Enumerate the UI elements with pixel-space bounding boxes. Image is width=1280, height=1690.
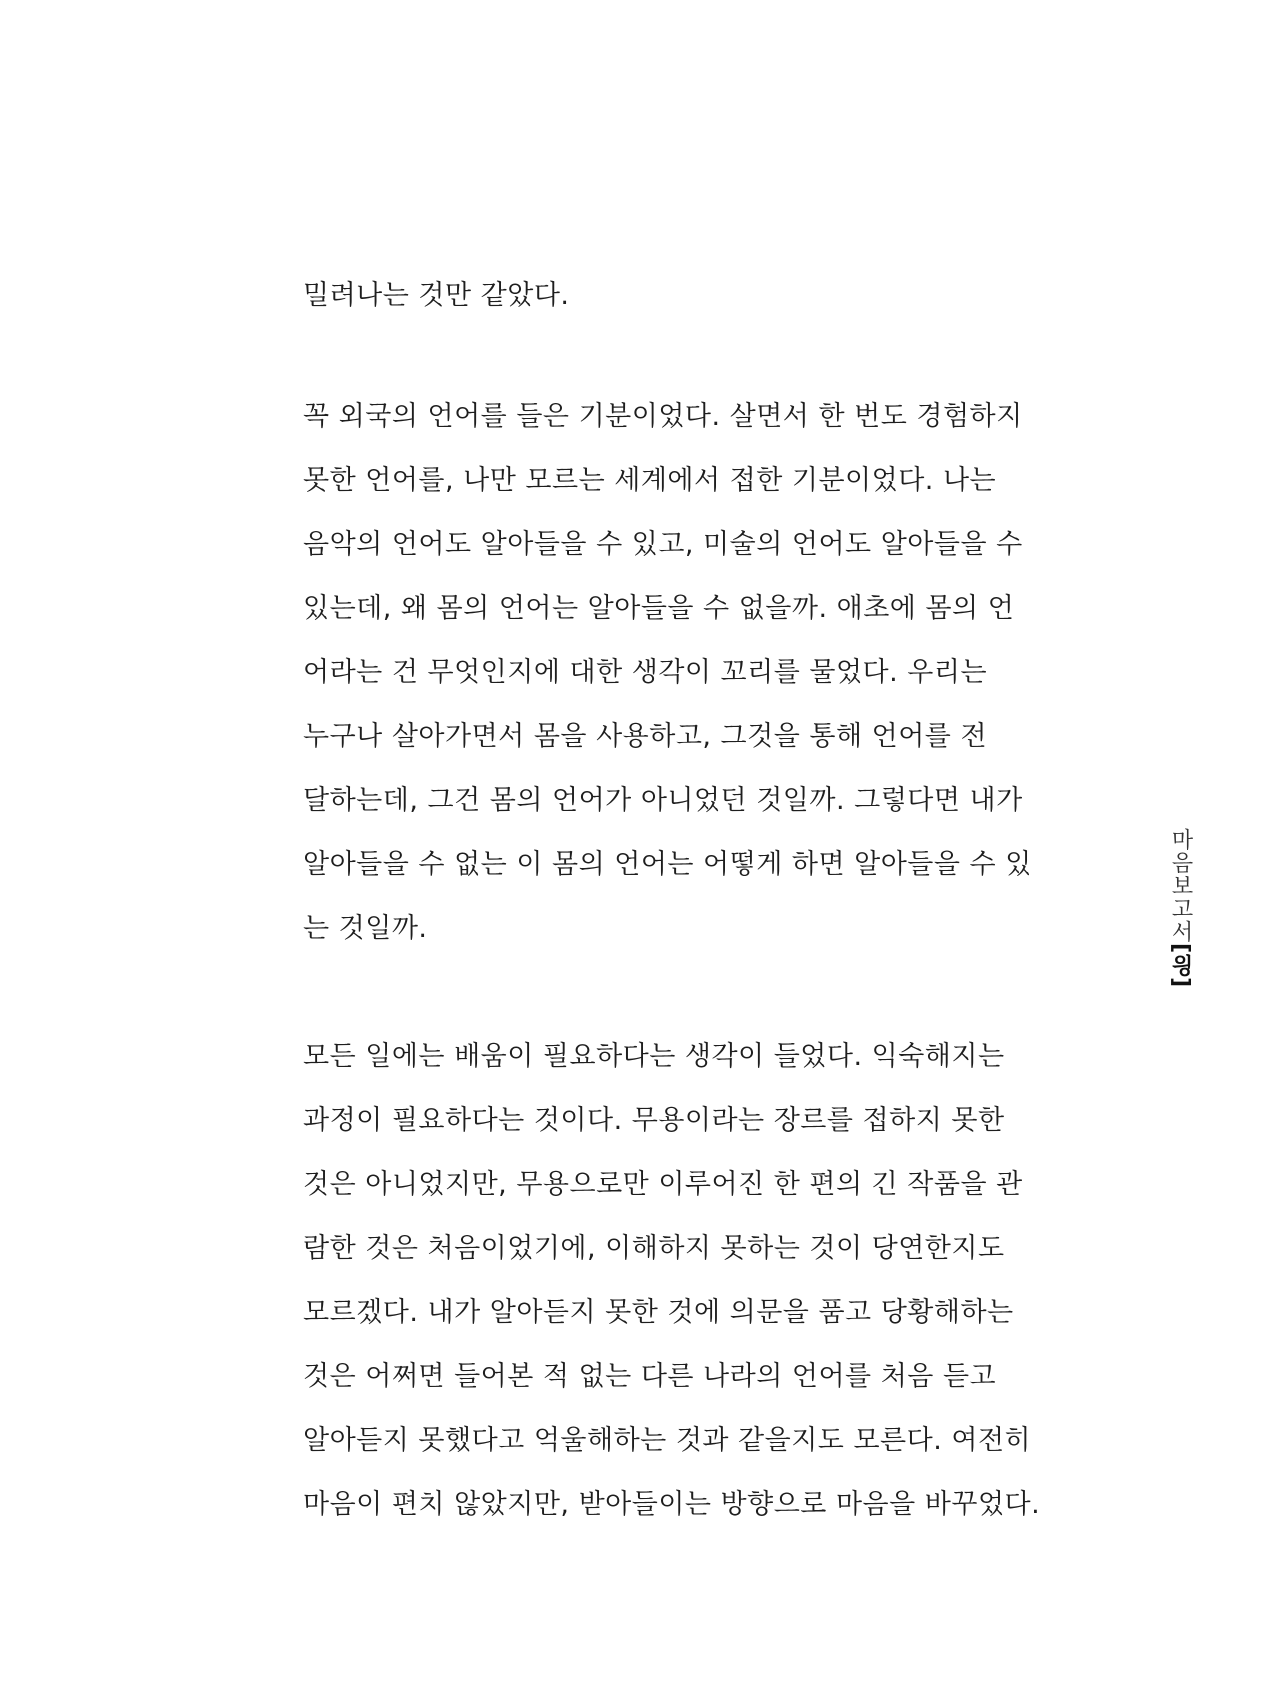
text-line: 마음이 편치 않았지만, 받아들이는 방향으로 마음을 바꾸었다. [303,1489,1041,1520]
text-line: 누구나 살아가면서 몸을 사용하고, 그것을 통해 언어를 전 [303,721,988,752]
side-tab-mark: 읭 [1168,954,1193,978]
text-line: 꼭 외국의 언어를 들은 기분이었다. 살면서 한 번도 경험하지 [303,401,1023,432]
side-tab-bracket-open: [ [1168,943,1193,955]
text-line: 달하는데, 그건 몸의 언어가 아니었던 것일까. 그렇다면 내가 [303,785,1023,816]
text-line: 못한 언어를, 나만 모르는 세계에서 접한 기분이었다. 나는 [303,465,997,496]
text-line: 람한 것은 처음이었기에, 이해하지 못하는 것이 당연한지도 [303,1233,1005,1264]
text-line: 것은 아니었지만, 무용으로만 이루어진 한 편의 긴 작품을 관 [303,1169,1023,1200]
text-line: 어라는 건 무엇인지에 대한 생각이 꼬리를 물었다. 우리는 [303,657,988,688]
text-line: 는 것일까. [303,913,428,944]
text-line: 것은 어쩌면 들어본 적 없는 다른 나라의 언어를 처음 듣고 [303,1361,997,1392]
text-line: 알아듣지 못했다고 억울해하는 것과 같을지도 모른다. 여전히 [303,1425,1032,1456]
paragraph-3 [303,1025,1041,1537]
paragraph-1 [303,264,973,328]
text-line: 밀려나는 것만 같았다. [303,280,570,311]
side-tab-bracket-close: ] [1168,977,1193,989]
text-line: 과정이 필요하다는 것이다. 무용이라는 장르를 접하지 못한 [303,1105,1005,1136]
text-line: 모든 일에는 배움이 필요하다는 생각이 들었다. 익숙해지는 [303,1041,1005,1072]
text-line: 있는데, 왜 몸의 언어는 알아들을 수 없을까. 애초에 몸의 언 [303,593,1015,624]
side-tab-title: 마음보고서 [1168,828,1193,943]
text-line: 알아들을 수 없는 이 몸의 언어는 어떻게 하면 알아들을 수 있 [303,849,1032,880]
side-section-tab [1158,828,1202,988]
body-text [303,264,1041,1537]
text-line: 음악의 언어도 알아들을 수 있고, 미술의 언어도 알아들을 수 [303,529,1023,560]
text-line: 모르겠다. 내가 알아듣지 못한 것에 의문을 품고 당황해하는 [303,1297,1014,1328]
paragraph-2 [303,385,1032,961]
